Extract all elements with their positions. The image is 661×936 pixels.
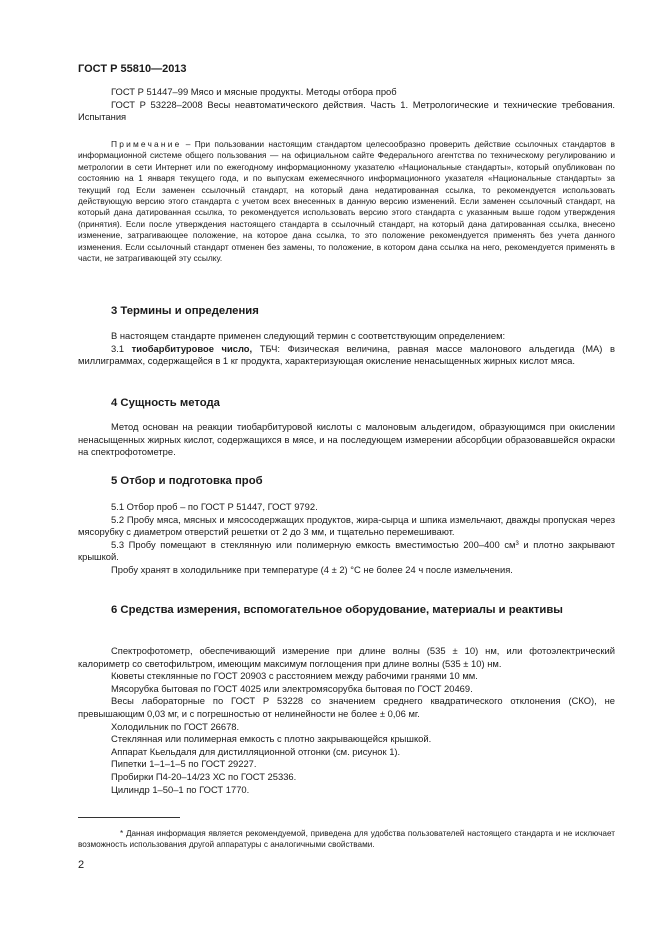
reference-item: ГОСТ Р 51447–99 Мясо и мясные продукты. Методы отбора проб	[111, 86, 397, 97]
equipment-item: Холодильник по ГОСТ 26678.	[111, 720, 240, 732]
equipment-item: Спектрофотометр, обеспечивающий измерение при длине волны (535 ± 10) нм, или фотоэлектрический калориметр со светофильтром, имеющим максимум поглощения при длине волны (535 ± 10) нм.	[78, 645, 615, 669]
clause-5-1: 5.1 Отбор проб – по ГОСТ Р 51447, ГОСТ 9792.	[111, 501, 318, 512]
term-name: тиобарбитуровое число,	[131, 342, 253, 354]
section-3-intro: В настоящем стандарте применен следующий термин с соответствующим определением:	[111, 330, 506, 341]
note-text: – При пользовании настоящим стандартом целесообразно проверить действие ссылочных стандартов в информационной системе общего пользования — на официальном сайте Федерального агентства по техническому регулированию и метрологии в сети Интернет или по ежегодному информационному указателю «Национальные стандарты», который опубликован по состоянию на 1 января текущего года, и по выпускам ежемесячного информационного указателя «Национальные стандарты» за текущий год Если заменен ссылочный стандарт, на который дана недатированная ссылка, то рекомендуется использовать действующую версию этого стандарта с учетом всех внесенных в данную версию изменений. Если заменен ссылочный стандарт, на который дана датированная ссылка, то рекомендуется использовать версию этого стандарта с указанным выше годом утверждения (принятия). Если после утверждения настоящего стандарта в ссылочный стандарт, на который дана датированная ссылка, внесено изменение, затрагивающее положение, на которое дана ссылка, то это положение рекомендуется применять без учета данного изменения. Если ссылочный стандарт отменен без замены, то положение, в котором дана ссылка на него, рекомендуется применять в части, не затрагивающей эту ссылку.	[78, 139, 615, 264]
section-4-text: Метод основан на реакции тиобарбитуровой кислоты с малоновым альдегидом, образующимся при окислении ненасыщенных жирных кислот, содержащихся в мясе, и на последующем измерении абсорбции образовавшейся окраски на спектрофотометре.	[78, 421, 615, 458]
page-number: 2	[78, 859, 85, 871]
note-block	[78, 139, 615, 264]
section-3-body: В настоящем стандарте применен следующий термин с соответствующим определением: 3.1 тиобарбитуровое число, ТБЧ: Физическая величина, равная массе малонового альдегида (МА) в миллиграммах, содержащейся в 1 кг продукта, характеризующая окисление ненасыщенных жирных кислот мяса.	[78, 330, 615, 367]
references-block	[78, 86, 615, 124]
standard-header: ГОСТ Р 55810—2013	[78, 63, 187, 75]
equipment-item: Аппарат Кьельдаля для дистилляционной отгонки (см. рисунок 1).	[111, 745, 401, 757]
equipment-item: Цилиндр 1–50–1 по ГОСТ 1770.	[111, 783, 250, 795]
equipment-item: Пробирки П4-20–14/23 ХС по ГОСТ 25336.	[111, 770, 297, 782]
section-5-title: 5 Отбор и подготовка проб	[111, 475, 263, 487]
footnote	[78, 828, 615, 850]
section-4-body	[78, 421, 615, 459]
equipment-item: Пипетки 1–1–1–5 по ГОСТ 29227.	[111, 758, 257, 770]
reference-item: ГОСТ Р 53228–2008 Весы неавтоматического действия. Часть 1. Метрологические и технические требования. Испытания	[78, 98, 615, 123]
equipment-item: Кюветы стеклянные по ГОСТ 20903 с расстоянием между рабочими гранями 10 мм.	[111, 670, 478, 682]
clause-5-2: 5.2 Пробу мяса, мясных и мясосодержащих продуктов, жира-сырца и шпика измельчают, дважды пропуская через мясорубку с диаметром отверстий решетки от 2 до 3 мм, и тщательно перемешивают.	[78, 513, 615, 538]
footnote-divider	[78, 817, 180, 818]
term-definition: ТБЧ: Физическая величина, равная массе малонового альдегида (МА) в миллиграммах, содержащейся в 1 кг продукта, характеризующая окисление ненасыщенных жирных кислот мяса.	[78, 342, 615, 367]
equipment-item: Стеклянная или полимерная емкость с плотно закрывающейся крышкой.	[111, 733, 432, 745]
storage-text: Пробу хранят в холодильнике при температуре (4 ± 2) °С не более 24 ч после измельчения.	[111, 563, 513, 575]
equipment-item: Весы лабораторные по ГОСТ Р 53228 со значением среднего квадратического отклонения (СКО), не превышающим 0,03 мг, и с погрешностью от нелинейности не более ± 0,06 мг.	[78, 695, 615, 719]
footnote-text: * Данная информация является рекомендуемой, приведена для удобства пользователей настоящего стандарта и не исключает возможность использования другой аппаратуры с аналогичными свойствами.	[78, 829, 615, 849]
section-5-body	[78, 501, 615, 577]
section-4-title: 4 Сущность метода	[111, 397, 220, 409]
equipment-item: Мясорубка бытовая по ГОСТ 4025 или электромясорубка бытовая по ГОСТ 20469.	[111, 682, 473, 694]
clause-5-3: 5.3 Пробу помещают в стеклянную или полимерную емкость вместимостью 200–400 $см^3$ и плотно закрывают крышкой.	[78, 538, 615, 563]
section-6-title: 6 Средства измерения, вспомогательное оборудование, материалы и реактивы	[111, 604, 563, 616]
section-3-title: 3 Термины и определения	[111, 305, 259, 317]
section-6-body	[78, 645, 615, 796]
note-label: Примечание	[111, 139, 182, 149]
